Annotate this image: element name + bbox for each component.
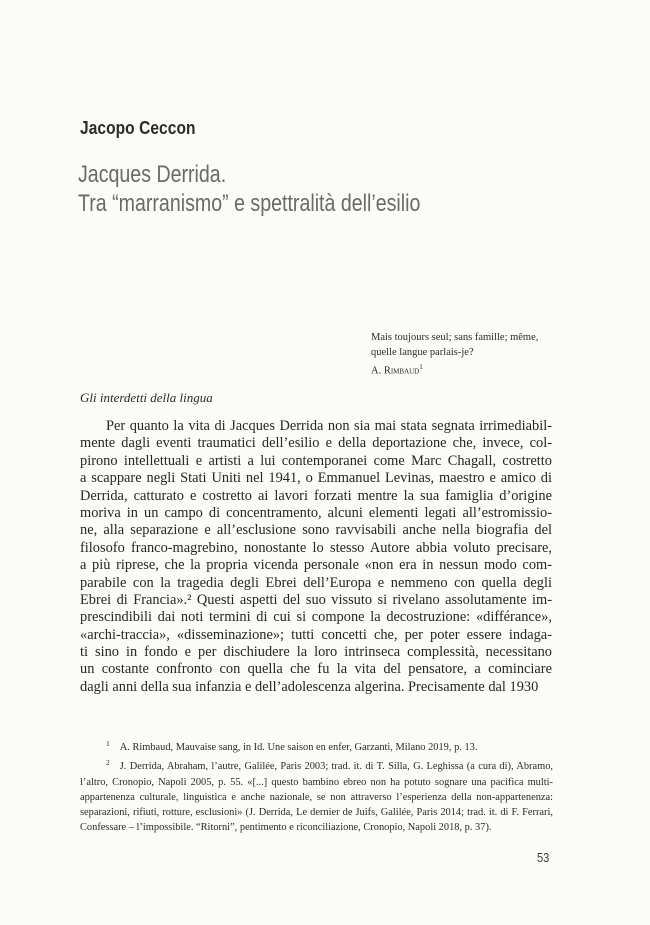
chapter-title-line-2: Tra “marranismo” e spettralità dell’esilio [78, 190, 421, 217]
epigraph [371, 330, 571, 379]
body-line: «archi-traccia», «disseminazione»; tutti concetti che, per poter essere indaga- [80, 626, 552, 643]
footnote-number: 1 [106, 739, 110, 748]
footnote-1 [80, 736, 553, 755]
epigraph-attribution-initial: A. [371, 365, 384, 377]
body-line: a scappare negli Stati Uniti nel 1941, o Emmanuel Levinas, maestro e amico di [80, 470, 552, 487]
body-line: ti sino in fondo e per dischiudere la loro intrinseca complessità, necessitano [80, 644, 552, 661]
body-line: dagli anni della sua infanzia e dell’adolescenza algerina. Precisamente dal 1930 [80, 678, 539, 695]
footnotes [80, 736, 553, 836]
body-line: prescindibili dai noti termini di cui si compone la decostruzione: «différance», [80, 609, 552, 626]
epigraph-attribution [371, 360, 571, 379]
footnote-text: A. Rimbaud, Mauvaise sang, in Id. Une saison en enfer, Garzanti, Milano 2019, p. 13. [119, 742, 478, 753]
footnote-number: 2 [106, 758, 110, 768]
body-line: filosofo franco-magrebino, nonostante lo stesso Autore abbia voluto precisare, [80, 539, 552, 556]
epigraph-note-ref: 1 [419, 363, 423, 371]
epigraph-attribution-name: Rimbaud [383, 365, 420, 377]
footnote-2 [80, 755, 553, 835]
chapter-title [78, 160, 494, 218]
body-line: mente dagli eventi traumatici dell’esilio e della deportazione che, invece, col- [80, 435, 552, 452]
footnote-text: J. Derrida, Abraham, l’autre, Galilée, Paris 2003; trad. it. di T. Silla, G. Leghissa (a cura di), Abramo, l’altro, Cronopio, Napoli 2005, p. 55. «[...] questo bambino ebreo non ha potuto sognare una pacifica multi-appartenenza culturale, linguistica e anche nazionale, se non attraverso l’esperienza della non-appartenenza: separazioni, rifiuti, rotture, esclusioni» (J. Derrida, Le dernier de Juifs, Galilée, Paris 2014; trad. it. di F. Ferrari, Confessare – l’impossibile. “Ritorni”, pentimento e riconciliazione, Cronopio, Napoli 2018, p. 37). [80, 761, 553, 834]
body-line: pirono intellettuali e artisti a lui contemporanei come Marc Chagall, costretto [80, 452, 552, 469]
body-line: moriva in un campo di concentramento, alcuni elementi legati all’estromissio- [80, 504, 552, 521]
epigraph-line-2: quelle langue parlais-je? [371, 347, 474, 358]
section-heading: Gli interdetti della lingua [80, 390, 213, 405]
body-line: Per quanto la vita di Jacques Derrida non sia mai stata segnata irrimediabil- [106, 418, 552, 434]
body-paragraph [80, 418, 552, 696]
body-line: Derrida, catturato e costretto ai lavori forzati mentre la sua famiglia d’origine [80, 487, 552, 504]
body-line: un costante confronto con quella che fu la vita del pensatore, a cominciare [80, 661, 552, 678]
epigraph-line-1: Mais toujours seul; sans famille; même, [371, 332, 539, 343]
chapter-title-line-1: Jacques Derrida. [78, 161, 227, 188]
body-line: Ebrei di Francia».² Questi aspetti del suo vissuto si rivelano assolutamente im- [80, 591, 552, 608]
page-number: 53 [537, 850, 550, 865]
author-name: Jacopo Ceccon [80, 118, 196, 138]
body-line: a più riprese, che la propria vicenda personale «non era in nessun modo com- [80, 557, 552, 574]
body-line: ne, alla separazione e all’esclusione sono ravvisabili anche nella biografia del [80, 522, 552, 539]
body-line: parabile con la tragedia degli Ebrei dell’Europa e nemmeno con quella degli [80, 574, 552, 591]
